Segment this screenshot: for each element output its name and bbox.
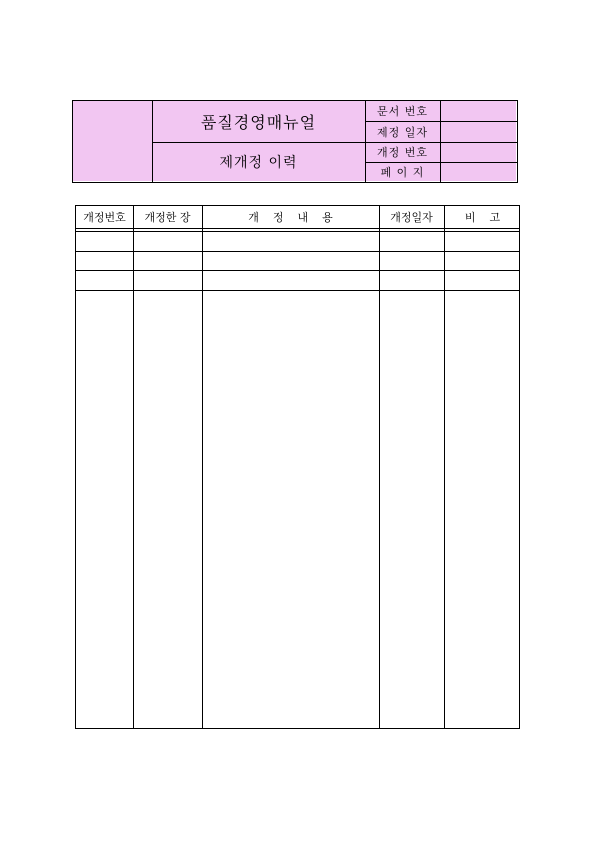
header-underline xyxy=(76,228,519,229)
header-divider xyxy=(365,162,517,163)
revision-table xyxy=(75,205,520,729)
page-subtitle: 제개정 이력 xyxy=(219,154,298,171)
page-title: 품질경영매뉴얼 xyxy=(200,113,317,132)
column-divider xyxy=(379,206,380,728)
header-divider xyxy=(365,142,517,143)
doc-number-value[interactable] xyxy=(440,101,516,121)
title-cell xyxy=(152,101,365,142)
column-divider xyxy=(133,206,134,728)
header-divider xyxy=(365,121,517,122)
subtitle-cell xyxy=(152,142,365,181)
field-label-cell xyxy=(365,121,440,142)
revision-number-label: 개정 번호 xyxy=(376,146,428,159)
doc-number-label: 문서 번호 xyxy=(376,105,428,118)
table-row-divider xyxy=(76,251,519,252)
table-row-divider xyxy=(76,290,519,291)
column-header-revision-date: 개정일자 xyxy=(390,211,433,224)
column-divider xyxy=(202,206,203,728)
field-label-cell xyxy=(365,101,440,121)
column-header-revision-content: 개 정 내 용 xyxy=(248,211,333,224)
column-divider xyxy=(444,206,445,728)
page-label: 페 이 지 xyxy=(380,165,425,179)
column-header-revised-chapter: 개정한 장 xyxy=(144,211,191,224)
page-value[interactable] xyxy=(440,162,516,181)
field-label-cell xyxy=(365,162,440,181)
enact-date-value[interactable] xyxy=(440,121,516,142)
revision-number-value[interactable] xyxy=(440,142,516,162)
enact-date-label: 제정 일자 xyxy=(376,125,428,139)
field-label-cell xyxy=(365,142,440,162)
document-header xyxy=(72,100,518,183)
table-row-divider xyxy=(76,270,519,271)
header-left-block xyxy=(73,101,152,181)
header-divider xyxy=(152,142,365,143)
column-header-remarks: 비 고 xyxy=(464,211,501,224)
header-underline xyxy=(76,231,519,232)
column-header-revision-no: 개정번호 xyxy=(83,211,126,224)
